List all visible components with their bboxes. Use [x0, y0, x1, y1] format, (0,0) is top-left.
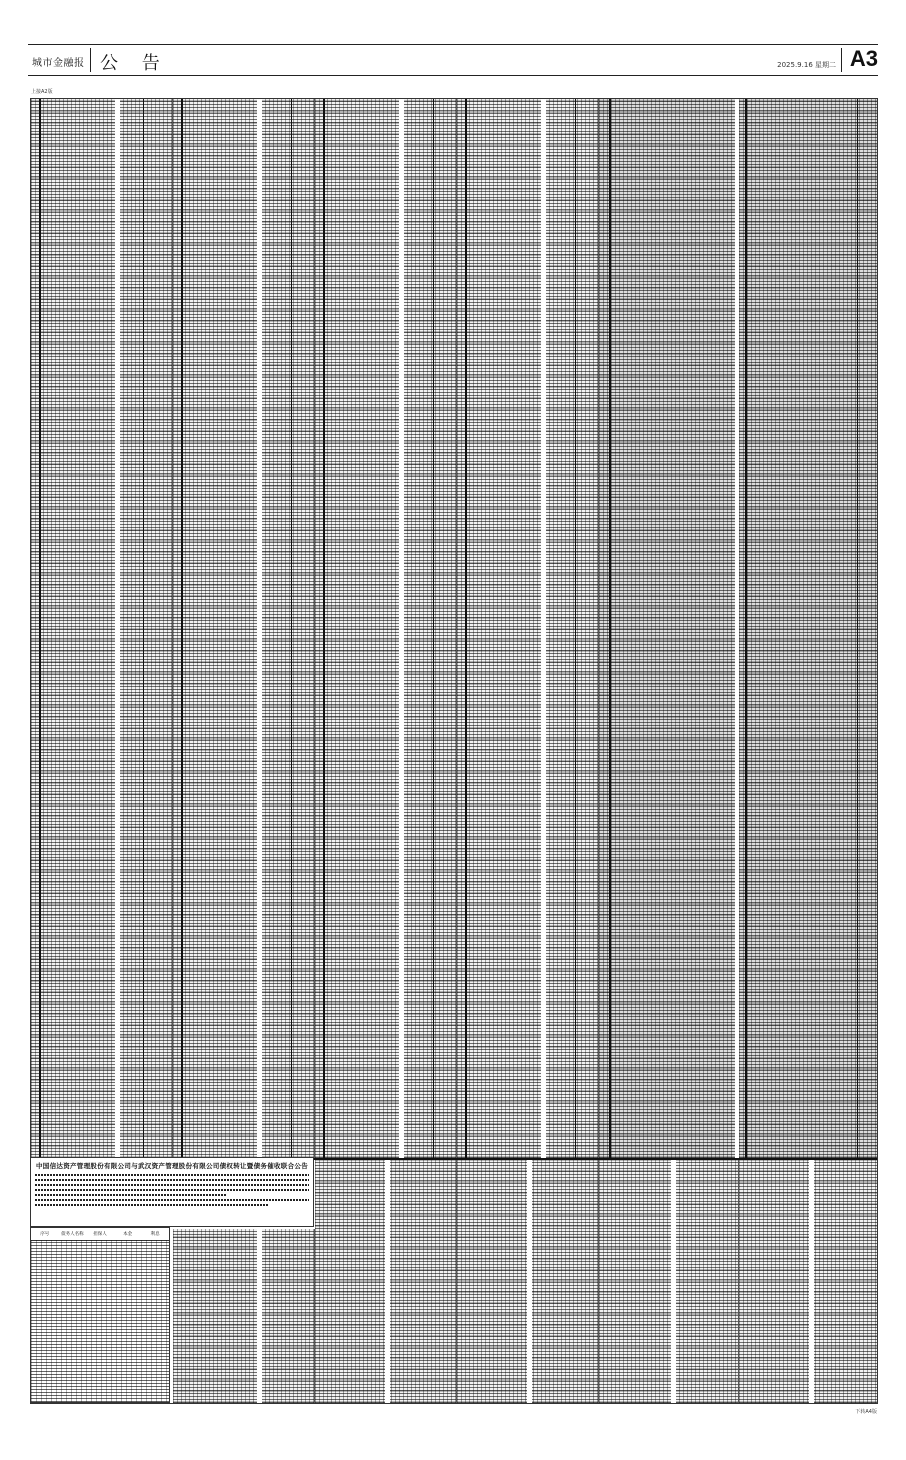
continued-to-label: 下转A4版 [855, 1409, 877, 1415]
continued-from-label: 上接A2版 [31, 89, 53, 95]
table-header-cell: 本金 [123, 1232, 133, 1237]
masthead [28, 44, 878, 76]
lower-column-2 [173, 1229, 315, 1403]
lower-column-3 [315, 1160, 457, 1403]
section-title: 公 告 [100, 53, 169, 74]
table-header-cell: 担保人 [93, 1232, 107, 1237]
announcement-column-4 [457, 99, 599, 1158]
notice-title: 中国信达资产管理股份有限公司与武汉资产管理股份有限公司债权转让暨债务催收联合公告 [36, 1162, 308, 1170]
announcement-column-6 [739, 99, 877, 1158]
table-header-cell: 序号 [40, 1232, 50, 1237]
joint-notice-box [30, 1157, 314, 1227]
masthead-divider [90, 48, 91, 72]
notice-body [35, 1174, 309, 1206]
announcement-column-3 [315, 99, 457, 1158]
announcement-column-5 [599, 99, 739, 1158]
table-header-cell: 利息 [150, 1232, 160, 1237]
paper-name: 城市金融报 [32, 58, 85, 69]
notice-table-body [31, 1240, 169, 1402]
masthead-divider-right [841, 48, 842, 72]
announcement-column-1 [31, 99, 173, 1158]
lower-column-5 [599, 1160, 739, 1403]
table-header-cell: 债务人名称 [61, 1232, 84, 1237]
announcement-column-2 [173, 99, 315, 1158]
notice-table [30, 1227, 170, 1403]
lower-column-4 [457, 1160, 599, 1403]
lower-column-6 [739, 1160, 877, 1403]
issue-date: 2025.9.16 星期二 [777, 61, 836, 69]
page-label: A3 [849, 46, 878, 71]
